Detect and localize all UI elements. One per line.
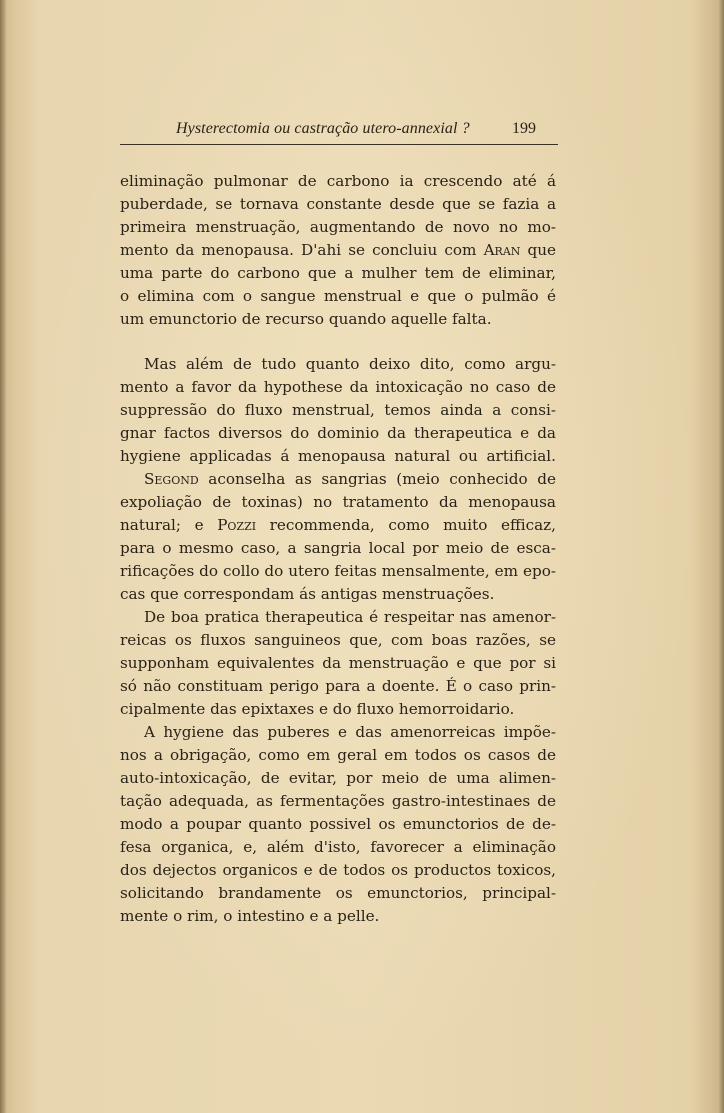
paragraph-2	[120, 353, 556, 606]
text-line: dos dejectos organicos e de todos os productos toxicos,	[120, 861, 556, 879]
text-line: uma parte do carbono que a mulher tem de eliminar,	[120, 264, 556, 282]
text-line: cas que correspondam ás antigas menstruações.	[120, 585, 495, 603]
text-line: auto-intoxicação, de evitar, por meio de uma alimen-	[120, 769, 556, 787]
body-text	[120, 170, 556, 928]
text-line: solicitando brandamente os emunctorios, principal-	[120, 884, 556, 902]
paragraph-4	[120, 721, 556, 928]
text-line: rificações do collo do utero feitas mensalmente, em epo-	[120, 562, 556, 580]
text-line: supponham equivalentes da menstruação e que por si	[120, 654, 556, 672]
paragraph-1	[120, 170, 556, 331]
text-line: reicas os fluxos sanguineos que, com boas razões, se	[120, 631, 556, 649]
text-line: hygiene applicadas á menopausa natural ou artificial.	[120, 447, 556, 465]
text-line: o elimina com o sangue menstrual e que o pulmão é	[120, 287, 556, 305]
page-right-edge-shadow	[719, 0, 724, 1113]
author-name-segond: Segond	[144, 470, 199, 488]
text-line: puberdade, se tornava constante desde que se fazia a	[120, 195, 556, 213]
text-line: mento a favor da hypothese da intoxicação no caso de	[120, 378, 556, 396]
author-name-pozzi: Pozzi	[217, 516, 257, 534]
page-number: 199	[512, 120, 536, 137]
page-left-edge-shadow	[0, 0, 6, 1113]
text-line: primeira menstruação, augmentando de novo no mo-	[120, 218, 556, 236]
text-line: um emunctorio de recurso quando aquelle falta.	[120, 310, 492, 328]
text-line: De boa pratica therapeutica é respeitar nas amenor-	[144, 608, 556, 626]
text-line: nos a obrigação, como em geral em todos os casos de	[120, 746, 556, 764]
text-line: Segond aconselha as sangrias (meio conhecido de	[144, 470, 556, 488]
paragraph-gap	[120, 331, 556, 353]
text-line: fesa organica, e, além d'isto, favorecer a eliminação	[120, 838, 556, 856]
header-rule	[120, 144, 558, 145]
text-line: eliminação pulmonar de carbono ia crescendo até á	[120, 172, 556, 190]
text-line: Mas além de tudo quanto deixo dito, como argu-	[144, 355, 556, 373]
author-name-aran: Aran	[483, 241, 521, 259]
running-title: Hysterectomia ou castração utero-annexial ?	[176, 120, 470, 137]
text-line: expoliação de toxinas) no tratamento da menopausa	[120, 493, 556, 511]
text-line: só não constituam perigo para a doente. É o caso prin-	[120, 677, 556, 695]
text-line: A hygiene das puberes e das amenorreicas impõe-	[144, 723, 556, 741]
text-line: suppressão do fluxo menstrual, temos ainda a consi-	[120, 401, 556, 419]
text-line: cipalmente das epixtaxes e do fluxo hemorroidario.	[120, 700, 515, 718]
text-line: tação adequada, as fermentações gastro-intestinaes de	[120, 792, 556, 810]
text-line: mente o rim, o intestino e a pelle.	[120, 907, 380, 925]
text-line: gnar factos diversos do dominio da therapeutica e da	[120, 424, 556, 442]
text-line: para o mesmo caso, a sangria local por meio de esca-	[120, 539, 556, 557]
running-header	[120, 116, 558, 142]
text-line: modo a poupar quanto possivel os emunctorios de de-	[120, 815, 556, 833]
text-line: natural; e Pozzi recommenda, como muito efficaz,	[120, 516, 556, 534]
paragraph-3	[120, 606, 556, 721]
text-line: mento da menopausa. D'ahi se concluiu com Aran que	[120, 241, 556, 259]
